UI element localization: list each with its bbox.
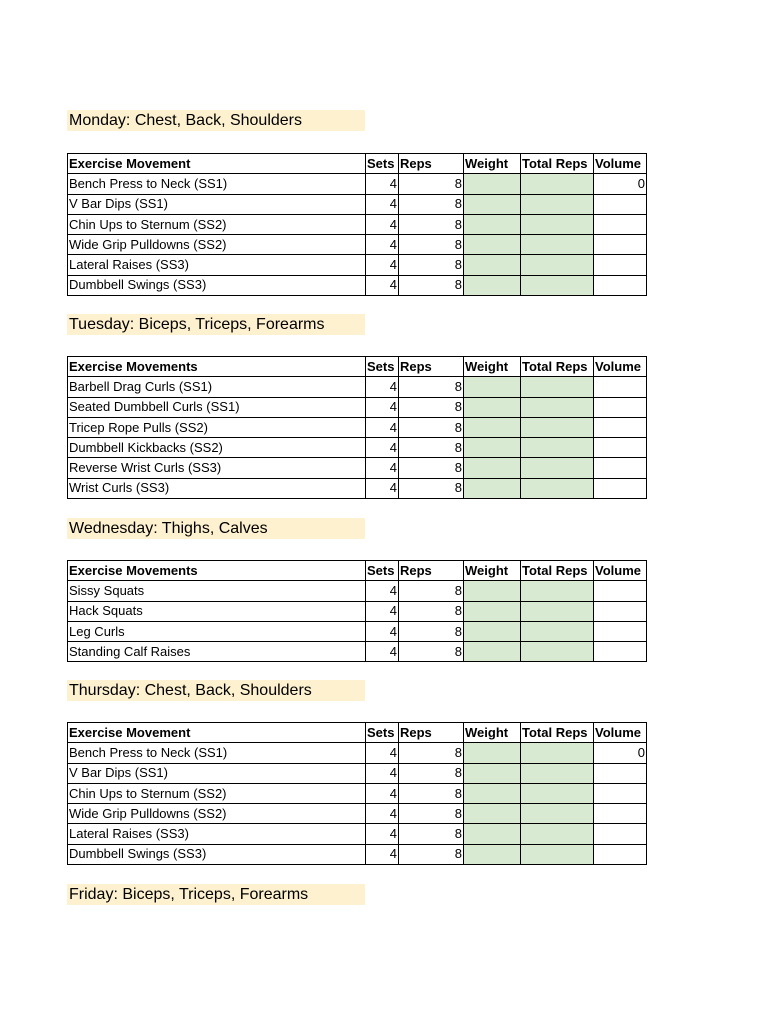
cell-sets[interactable]: 4 [366,377,399,397]
table-row [68,255,647,275]
cell-total-reps[interactable] [521,478,594,498]
cell-weight[interactable] [464,235,521,255]
cell-total-reps[interactable] [521,214,594,234]
cell-volume[interactable] [594,235,647,255]
cell-weight[interactable] [464,397,521,417]
cell-volume[interactable] [594,804,647,824]
cell-weight[interactable] [464,255,521,275]
cell-weight[interactable] [464,194,521,214]
header-volume[interactable]: Volume [594,357,647,377]
cell-exercise-name[interactable]: Chin Ups to Sternum (SS2) [68,783,366,803]
cell-exercise-name[interactable]: Dumbbell Swings (SS3) [68,275,366,295]
header-volume[interactable]: Volume [594,723,647,743]
cell-total-reps[interactable] [521,458,594,478]
cell-reps[interactable]: 8 [399,783,464,803]
cell-weight[interactable] [464,275,521,295]
table-header-row [68,561,647,581]
header-total-reps[interactable]: Total Reps [521,723,594,743]
cell-weight[interactable] [464,478,521,498]
header-reps[interactable]: Reps [399,154,464,174]
cell-volume[interactable] [594,377,647,397]
cell-volume[interactable] [594,478,647,498]
table-row [68,844,647,864]
exercise-table [67,560,647,662]
day-heading: Thursday: Chest, Back, Shoulders [67,680,365,701]
cell-volume[interactable] [594,642,647,662]
cell-exercise-name[interactable]: Wrist Curls (SS3) [68,478,366,498]
cell-weight[interactable] [464,783,521,803]
cell-sets[interactable]: 4 [366,255,399,275]
cell-total-reps[interactable] [521,581,594,601]
table-row [68,458,647,478]
cell-weight[interactable] [464,174,521,194]
cell-exercise-name[interactable]: Chin Ups to Sternum (SS2) [68,214,366,234]
table-header-row [68,357,647,377]
cell-reps[interactable]: 8 [399,194,464,214]
header-total-reps[interactable]: Total Reps [521,357,594,377]
table-row [68,377,647,397]
exercise-table [67,356,647,499]
table-row [68,601,647,621]
table-row [68,642,647,662]
header-weight[interactable]: Weight [464,154,521,174]
cell-reps[interactable]: 8 [399,844,464,864]
cell-weight[interactable] [464,621,521,641]
cell-sets[interactable]: 4 [366,601,399,621]
header-sets[interactable]: Sets [366,561,399,581]
cell-total-reps[interactable] [521,397,594,417]
header-volume[interactable]: Volume [594,154,647,174]
cell-reps[interactable]: 8 [399,478,464,498]
table-row [68,438,647,458]
cell-sets[interactable]: 4 [366,194,399,214]
cell-weight[interactable] [464,438,521,458]
cell-reps[interactable]: 8 [399,214,464,234]
table-row [68,824,647,844]
cell-volume[interactable]: 0 [594,743,647,763]
cell-weight[interactable] [464,214,521,234]
header-weight[interactable]: Weight [464,357,521,377]
cell-total-reps[interactable] [521,438,594,458]
cell-exercise-name[interactable]: Leg Curls [68,621,366,641]
cell-total-reps[interactable] [521,642,594,662]
cell-volume[interactable] [594,214,647,234]
cell-exercise-name[interactable]: Dumbbell Swings (SS3) [68,844,366,864]
cell-total-reps[interactable] [521,601,594,621]
cell-sets[interactable]: 4 [366,438,399,458]
header-volume[interactable]: Volume [594,561,647,581]
table-row [68,194,647,214]
cell-total-reps[interactable] [521,255,594,275]
cell-sets[interactable]: 4 [366,458,399,478]
cell-reps[interactable]: 8 [399,743,464,763]
cell-sets[interactable]: 4 [366,417,399,437]
header-weight[interactable]: Weight [464,561,521,581]
cell-volume[interactable] [594,763,647,783]
cell-reps[interactable]: 8 [399,601,464,621]
table-row [68,174,647,194]
header-exercise-movement[interactable]: Exercise Movements [68,561,366,581]
table-row [68,783,647,803]
table-row [68,621,647,641]
table-row [68,397,647,417]
day-heading: Monday: Chest, Back, Shoulders [67,110,365,131]
cell-sets[interactable]: 4 [366,763,399,783]
cell-volume[interactable] [594,255,647,275]
cell-reps[interactable]: 8 [399,275,464,295]
cell-exercise-name[interactable]: V Bar Dips (SS1) [68,763,366,783]
cell-weight[interactable] [464,417,521,437]
header-reps[interactable]: Reps [399,357,464,377]
table-header-row [68,723,647,743]
cell-sets[interactable]: 4 [366,642,399,662]
header-sets[interactable]: Sets [366,723,399,743]
cell-total-reps[interactable] [521,174,594,194]
table-row [68,743,647,763]
header-sets[interactable]: Sets [366,357,399,377]
cell-volume[interactable] [594,194,647,214]
cell-exercise-name[interactable]: Wide Grip Pulldowns (SS2) [68,235,366,255]
table-row [68,235,647,255]
cell-reps[interactable]: 8 [399,174,464,194]
header-total-reps[interactable]: Total Reps [521,561,594,581]
cell-sets[interactable]: 4 [366,581,399,601]
cell-volume[interactable] [594,417,647,437]
header-reps[interactable]: Reps [399,723,464,743]
cell-total-reps[interactable] [521,763,594,783]
cell-total-reps[interactable] [521,417,594,437]
header-exercise-movement[interactable]: Exercise Movements [68,357,366,377]
cell-sets[interactable]: 4 [366,783,399,803]
cell-reps[interactable]: 8 [399,581,464,601]
cell-sets[interactable]: 4 [366,174,399,194]
table-header-row [68,154,647,174]
header-exercise-movement[interactable]: Exercise Movement [68,154,366,174]
cell-sets[interactable]: 4 [366,478,399,498]
cell-exercise-name[interactable]: Tricep Rope Pulls (SS2) [68,417,366,437]
cell-weight[interactable] [464,743,521,763]
cell-weight[interactable] [464,642,521,662]
cell-weight[interactable] [464,844,521,864]
cell-sets[interactable]: 4 [366,621,399,641]
header-sets[interactable]: Sets [366,154,399,174]
exercise-table [67,722,647,865]
table-row [68,478,647,498]
table-row [68,275,647,295]
cell-volume[interactable] [594,844,647,864]
cell-volume[interactable] [594,621,647,641]
cell-sets[interactable]: 4 [366,214,399,234]
cell-exercise-name[interactable]: V Bar Dips (SS1) [68,194,366,214]
cell-exercise-name[interactable]: Hack Squats [68,601,366,621]
table-row [68,763,647,783]
cell-exercise-name[interactable]: Lateral Raises (SS3) [68,255,366,275]
cell-exercise-name[interactable]: Reverse Wrist Curls (SS3) [68,458,366,478]
cell-weight[interactable] [464,458,521,478]
cell-reps[interactable]: 8 [399,824,464,844]
header-reps[interactable]: Reps [399,561,464,581]
cell-sets[interactable]: 4 [366,844,399,864]
cell-volume[interactable] [594,458,647,478]
cell-sets[interactable]: 4 [366,235,399,255]
cell-volume[interactable] [594,601,647,621]
cell-reps[interactable]: 8 [399,417,464,437]
cell-sets[interactable]: 4 [366,275,399,295]
table-row [68,214,647,234]
day-heading: Tuesday: Biceps, Triceps, Forearms [67,314,365,335]
cell-exercise-name[interactable]: Barbell Drag Curls (SS1) [68,377,366,397]
cell-weight[interactable] [464,601,521,621]
header-exercise-movement[interactable]: Exercise Movement [68,723,366,743]
cell-total-reps[interactable] [521,844,594,864]
cell-reps[interactable]: 8 [399,235,464,255]
cell-volume[interactable] [594,438,647,458]
cell-total-reps[interactable] [521,377,594,397]
cell-volume[interactable] [594,783,647,803]
cell-volume[interactable] [594,275,647,295]
cell-reps[interactable]: 8 [399,458,464,478]
cell-weight[interactable] [464,581,521,601]
day-heading: Wednesday: Thighs, Calves [67,518,365,539]
cell-volume[interactable]: 0 [594,174,647,194]
cell-reps[interactable]: 8 [399,804,464,824]
cell-reps[interactable]: 8 [399,763,464,783]
cell-sets[interactable]: 4 [366,397,399,417]
cell-reps[interactable]: 8 [399,397,464,417]
cell-weight[interactable] [464,377,521,397]
cell-total-reps[interactable] [521,743,594,763]
cell-reps[interactable]: 8 [399,255,464,275]
table-row [68,804,647,824]
cell-sets[interactable]: 4 [366,824,399,844]
exercise-table [67,153,647,296]
cell-exercise-name[interactable]: Wide Grip Pulldowns (SS2) [68,804,366,824]
cell-sets[interactable]: 4 [366,743,399,763]
cell-exercise-name[interactable]: Bench Press to Neck (SS1) [68,174,366,194]
cell-exercise-name[interactable]: Sissy Squats [68,581,366,601]
cell-exercise-name[interactable]: Lateral Raises (SS3) [68,824,366,844]
cell-weight[interactable] [464,824,521,844]
cell-exercise-name[interactable]: Dumbbell Kickbacks (SS2) [68,438,366,458]
cell-reps[interactable]: 8 [399,438,464,458]
cell-volume[interactable] [594,397,647,417]
cell-exercise-name[interactable]: Standing Calf Raises [68,642,366,662]
cell-total-reps[interactable] [521,194,594,214]
table-row [68,581,647,601]
cell-volume[interactable] [594,824,647,844]
cell-total-reps[interactable] [521,621,594,641]
cell-total-reps[interactable] [521,235,594,255]
cell-reps[interactable]: 8 [399,377,464,397]
header-total-reps[interactable]: Total Reps [521,154,594,174]
cell-total-reps[interactable] [521,275,594,295]
header-weight[interactable]: Weight [464,723,521,743]
cell-reps[interactable]: 8 [399,621,464,641]
cell-sets[interactable]: 4 [366,804,399,824]
cell-weight[interactable] [464,763,521,783]
cell-exercise-name[interactable]: Bench Press to Neck (SS1) [68,743,366,763]
cell-total-reps[interactable] [521,804,594,824]
cell-exercise-name[interactable]: Seated Dumbbell Curls (SS1) [68,397,366,417]
day-heading: Friday: Biceps, Triceps, Forearms [67,884,365,905]
cell-volume[interactable] [594,581,647,601]
cell-total-reps[interactable] [521,824,594,844]
cell-weight[interactable] [464,804,521,824]
table-row [68,417,647,437]
cell-reps[interactable]: 8 [399,642,464,662]
cell-total-reps[interactable] [521,783,594,803]
